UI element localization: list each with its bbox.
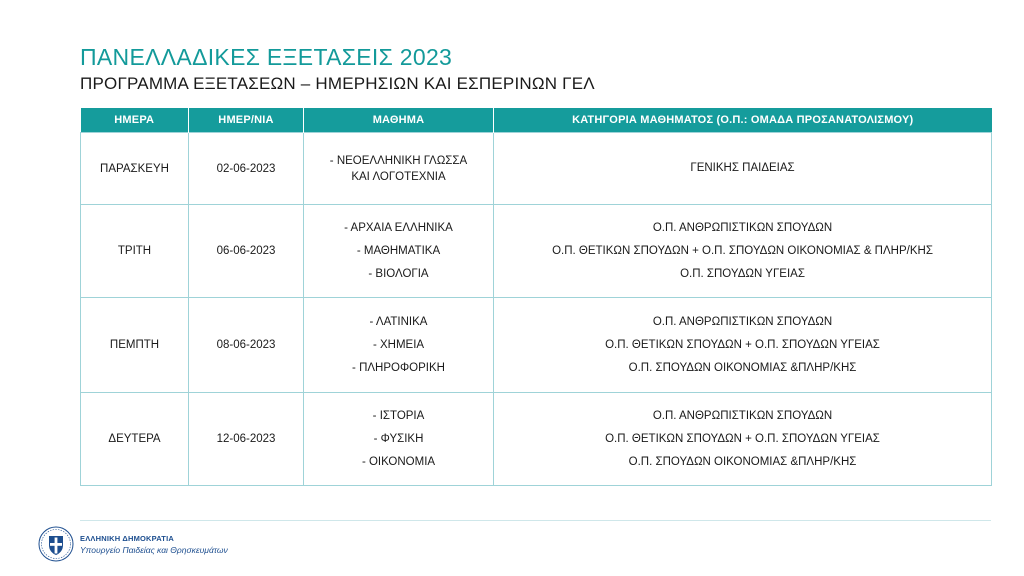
cell-categories — [494, 133, 992, 205]
cell-subjects — [304, 393, 494, 486]
category-item: Ο.Π. ΣΠΟΥΔΩΝ ΥΓΕΙΑΣ — [680, 267, 805, 280]
category-item: Ο.Π. ΘΕΤΙΚΩΝ ΣΠΟΥΔΩΝ + Ο.Π. ΣΠΟΥΔΩΝ ΟΙΚΟΝΟΜΙΑΣ & ΠΛΗΡ/ΚΗΣ — [552, 244, 933, 257]
subject-item: - ΝΕΟΕΛΛΗΝΙΚΗ ΓΛΩΣΣΑ — [329, 154, 468, 167]
cell-day: ΠΑΡΑΣΚΕΥΗ — [81, 133, 189, 205]
subject-item: ΚΑΙ ΛΟΓΟΤΕΧΝΙΑ — [351, 170, 446, 183]
table-row — [81, 133, 992, 205]
subject-item: - ΙΣΤΟΡΙΑ — [372, 409, 425, 422]
subject-item: - ΠΛΗΡΟΦΟΡΙΚΗ — [352, 361, 445, 374]
table-row — [81, 298, 992, 393]
cell-date: 06-06-2023 — [189, 205, 304, 298]
subject-item: - ΜΑΘΗΜΑΤΙΚΑ — [356, 244, 441, 257]
subject-item: - ΦΥΣΙΚΗ — [373, 432, 424, 445]
category-item: Ο.Π. ΣΠΟΥΔΩΝ ΟΙΚΟΝΟΜΙΑΣ &ΠΛΗΡ/ΚΗΣ — [628, 455, 857, 468]
category-item: Ο.Π. ΑΝΘΡΩΠΙΣΤΙΚΩΝ ΣΠΟΥΔΩΝ — [652, 409, 833, 422]
subject-item: - ΧΗΜΕΙΑ — [372, 338, 425, 351]
cell-subjects — [304, 298, 494, 393]
cell-day: ΤΡΙΤΗ — [81, 205, 189, 298]
greek-coat-of-arms-icon — [38, 526, 74, 562]
category-item: ΓΕΝΙΚΗΣ ΠΑΙΔΕΙΑΣ — [690, 162, 795, 174]
cell-date: 12-06-2023 — [189, 393, 304, 486]
category-item: Ο.Π. ΘΕΤΙΚΩΝ ΣΠΟΥΔΩΝ + Ο.Π. ΣΠΟΥΔΩΝ ΥΓΕΙΑΣ — [605, 338, 880, 351]
cell-day: ΠΕΜΠΤΗ — [81, 298, 189, 393]
column-header-subject: ΜΑΘΗΜΑ — [304, 108, 494, 133]
subject-item: - ΛΑΤΙΝΙΚΑ — [369, 315, 428, 328]
table-header-row — [81, 108, 992, 133]
subject-item: - ΟΙΚΟΝΟΜΙΑ — [361, 455, 436, 468]
category-item: Ο.Π. ΣΠΟΥΔΩΝ ΟΙΚΟΝΟΜΙΑΣ &ΠΛΗΡ/ΚΗΣ — [628, 361, 857, 374]
column-header-day: ΗΜΕΡΑ — [81, 108, 189, 133]
cell-date: 02-06-2023 — [189, 133, 304, 205]
footer-divider — [80, 520, 991, 521]
cell-categories — [494, 298, 992, 393]
category-item: Ο.Π. ΑΝΘΡΩΠΙΣΤΙΚΩΝ ΣΠΟΥΔΩΝ — [652, 221, 833, 234]
cell-subjects — [304, 133, 494, 205]
footer-ministry-name: Υπουργείο Παιδείας και Θρησκευμάτων — [80, 545, 228, 555]
table-row — [81, 205, 992, 298]
subject-item: - ΒΙΟΛΟΓΙΑ — [368, 267, 429, 280]
category-item: Ο.Π. ΘΕΤΙΚΩΝ ΣΠΟΥΔΩΝ + Ο.Π. ΣΠΟΥΔΩΝ ΥΓΕΙΑΣ — [605, 432, 880, 445]
page-subtitle: ΠΡΟΓΡΑΜΜΑ ΕΞΕΤΑΣΕΩΝ – ΗΜΕΡΗΣΙΩΝ ΚΑΙ ΕΣΠΕΡΙΝΩΝ ΓΕΛ — [80, 74, 595, 93]
column-header-category: ΚΑΤΗΓΟΡΙΑ ΜΑΘΗΜΑΤΟΣ (Ο.Π.: ΟΜΑΔΑ ΠΡΟΣΑΝΑΤΟΛΙΣΜΟΥ) — [494, 108, 992, 133]
subject-item: - ΑΡΧΑΙΑ ΕΛΛΗΝΙΚΑ — [344, 221, 453, 234]
table-row — [81, 393, 992, 486]
cell-subjects — [304, 205, 494, 298]
footer-org-name: ΕΛΛΗΝΙΚΗ ΔΗΜΟΚΡΑΤΙΑ — [80, 534, 174, 543]
column-header-date: ΗΜΕΡ/ΝΙΑ — [189, 108, 304, 133]
exam-schedule-table — [80, 108, 992, 486]
cell-date: 08-06-2023 — [189, 298, 304, 393]
cell-categories — [494, 393, 992, 486]
category-item: Ο.Π. ΑΝΘΡΩΠΙΣΤΙΚΩΝ ΣΠΟΥΔΩΝ — [652, 315, 833, 328]
cell-categories — [494, 205, 992, 298]
page-title: ΠΑΝΕΛΛΑΔΙΚΕΣ ΕΞΕΤΑΣΕΙΣ 2023 — [80, 44, 453, 70]
cell-day: ΔΕΥΤΕΡΑ — [81, 393, 189, 486]
